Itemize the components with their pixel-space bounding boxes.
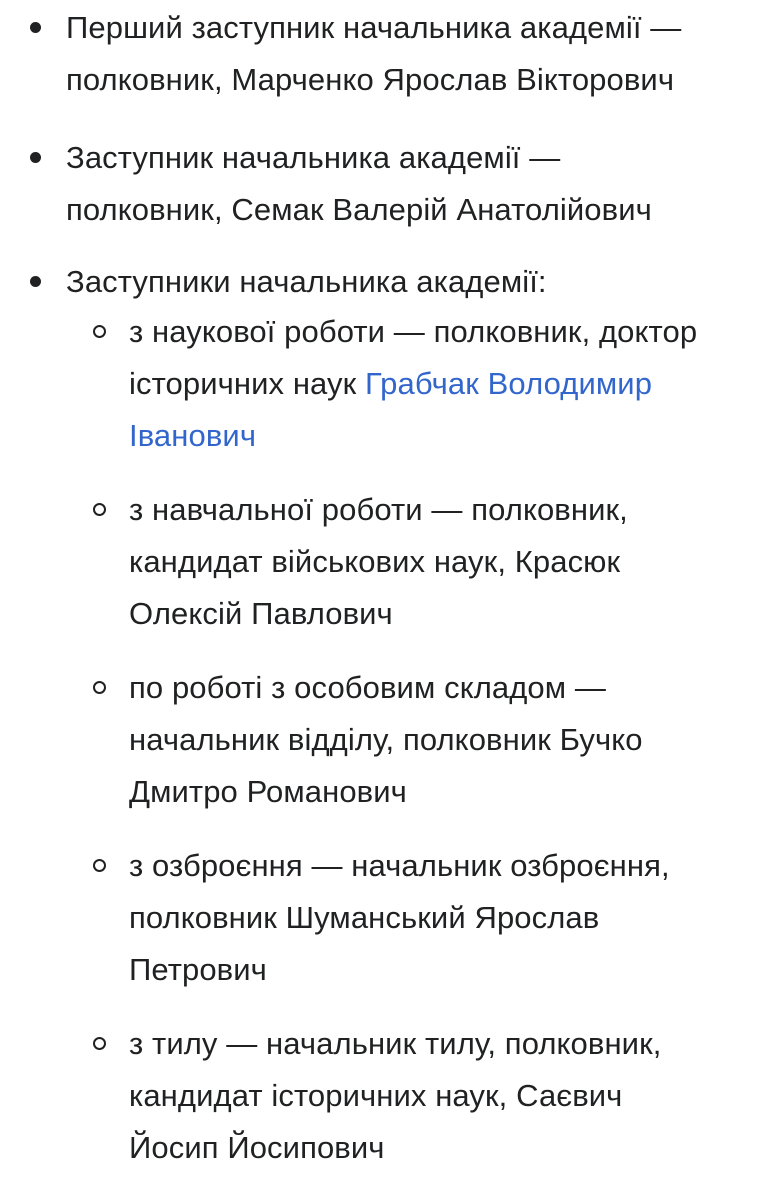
list-item: [66, 256, 547, 308]
sub-list-item-line: по роботі з особовим складом —: [129, 670, 606, 705]
bullet-dot-icon: [30, 152, 41, 163]
bullet-circle-icon: [93, 503, 106, 516]
sub-list-item: [129, 662, 643, 818]
bullet-circle-icon: [93, 1037, 106, 1050]
sub-list-item-line: з наукової роботи — полковник, доктор: [129, 314, 698, 349]
bullet-circle-icon: [93, 681, 106, 694]
list-item: [66, 132, 652, 236]
sub-list-item-line: з тилу — начальник тилу, полковник,: [129, 1026, 662, 1061]
sub-list-item-line: кандидат історичних наук, Саєвич: [129, 1078, 623, 1113]
sub-list-item: [129, 306, 697, 462]
list-item-line: полковник, Марченко Ярослав Вікторович: [66, 62, 675, 97]
sub-list-item-line: полковник Шуманський Ярослав: [129, 900, 600, 935]
sub-list-item-line: Йосип Йосипович: [129, 1130, 385, 1165]
list-item-line: Заступники начальника академії:: [66, 264, 547, 299]
sub-list-item-line: [129, 358, 697, 410]
sub-list-item: [129, 484, 628, 640]
sub-list-item-line: Дмитро Романович: [129, 774, 407, 809]
sub-list-item-text: історичних наук: [129, 366, 366, 401]
sub-list-item-line: з навчальної роботи — полковник,: [129, 492, 628, 527]
list-item: [66, 2, 681, 106]
sub-list-item-line: Петрович: [129, 952, 267, 987]
person-link[interactable]: Іванович: [129, 418, 257, 453]
bullet-dot-icon: [30, 276, 41, 287]
list-item-line: Перший заступник начальника академії —: [66, 10, 682, 45]
sub-list-item: [129, 1018, 661, 1174]
bullet-dot-icon: [30, 22, 41, 33]
list-item-line: полковник, Семак Валерій Анатолійович: [66, 192, 652, 227]
sub-list-item: [129, 840, 670, 996]
bullet-circle-icon: [93, 325, 106, 338]
sub-list-item-line: начальник відділу, полковник Бучко: [129, 722, 643, 757]
person-link[interactable]: Грабчак Володимир: [365, 366, 653, 401]
bullet-circle-icon: [93, 859, 106, 872]
sub-list-item-line: з озброєння — начальник озброєння,: [129, 848, 670, 883]
sub-list-item-line: Олексій Павлович: [129, 596, 393, 631]
sub-list-item-line: кандидат військових наук, Красюк: [129, 544, 621, 579]
list-item-line: Заступник начальника академії —: [66, 140, 561, 175]
